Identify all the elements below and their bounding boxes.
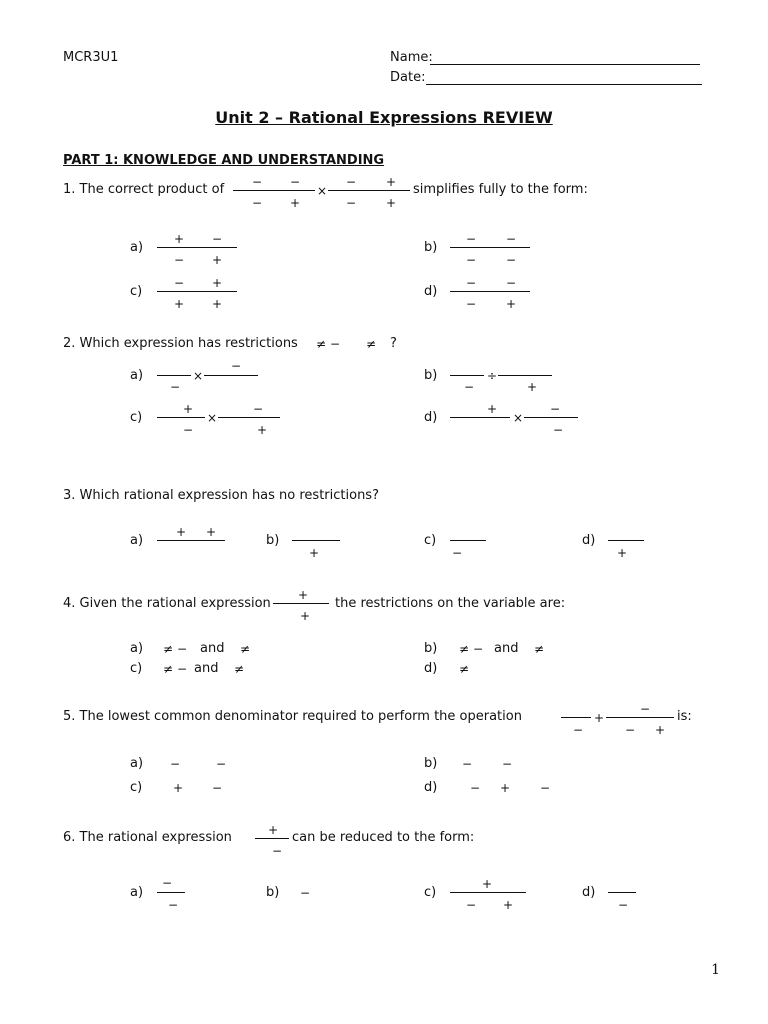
- date-label: Date:: [390, 70, 426, 85]
- question-2-text-after: ?: [390, 336, 397, 351]
- operator: −: [464, 380, 475, 394]
- operator: −: [550, 402, 561, 416]
- operator: −: [466, 898, 477, 912]
- option-a-label[interactable]: a): [130, 641, 144, 656]
- times-sign: ×: [317, 184, 328, 198]
- operator: −: [346, 196, 357, 210]
- operator: +: [506, 297, 517, 311]
- option-c-label[interactable]: c): [424, 533, 437, 548]
- option-c-label[interactable]: c): [130, 661, 143, 676]
- part-heading: PART 1: KNOWLEDGE AND UNDERSTANDING: [63, 153, 385, 168]
- operator: −: [573, 723, 584, 737]
- operator: −: [252, 175, 263, 189]
- operator: +: [212, 253, 223, 267]
- question-1-text-after: simplifies fully to the form:: [413, 182, 588, 197]
- operator: −: [183, 423, 194, 437]
- operator: −: [252, 196, 263, 210]
- neq-sign: ≠: [234, 662, 245, 676]
- operator: +: [487, 402, 498, 416]
- page-number: 1: [711, 962, 720, 978]
- operator: +: [309, 546, 320, 560]
- times-sign: ×: [207, 411, 218, 425]
- neq-sign: ≠: [163, 662, 174, 676]
- operator: −: [625, 723, 636, 737]
- fraction-bar: [498, 375, 552, 376]
- operator: +: [206, 525, 217, 539]
- operator: −: [170, 757, 181, 771]
- option-b-label[interactable]: b): [266, 533, 280, 548]
- page-title: Unit 2 – Rational Expressions REVIEW: [215, 108, 553, 127]
- fraction-bar: [157, 375, 191, 376]
- fraction-bar: [157, 417, 205, 418]
- operator: −: [473, 642, 484, 656]
- option-c-label[interactable]: c): [130, 410, 143, 425]
- option-a-label[interactable]: a): [130, 240, 144, 255]
- option-d-label[interactable]: d): [582, 885, 596, 900]
- neq-sign: ≠: [316, 337, 327, 351]
- fraction-bar: [218, 417, 280, 418]
- option-d-label[interactable]: d): [424, 780, 438, 795]
- question-4-text: 4. Given the rational expression: [63, 596, 271, 611]
- neq-sign: ≠: [459, 662, 470, 676]
- fraction-bar: [273, 603, 329, 604]
- option-d-label[interactable]: d): [424, 410, 438, 425]
- operator: −: [466, 276, 477, 290]
- operator: +: [268, 823, 279, 837]
- operator: −: [170, 380, 181, 394]
- operator: −: [470, 781, 481, 795]
- operator: −: [174, 253, 185, 267]
- fraction-bar: [233, 190, 315, 191]
- operator: −: [290, 175, 301, 189]
- times-sign: ×: [513, 411, 524, 425]
- question-6-text-after: can be reduced to the form:: [292, 830, 475, 845]
- operator: +: [617, 546, 628, 560]
- operator: −: [300, 886, 311, 900]
- fraction-bar: [450, 892, 526, 893]
- operator: −: [177, 642, 188, 656]
- operator: −: [346, 175, 357, 189]
- operator: −: [640, 702, 651, 716]
- fraction-bar: [450, 375, 484, 376]
- fraction-bar: [606, 717, 674, 718]
- fraction-bar: [608, 540, 644, 541]
- fraction-bar: [157, 540, 225, 541]
- and-word: and: [194, 661, 219, 676]
- operator: −: [231, 359, 242, 373]
- neq-sign: ≠: [163, 642, 174, 656]
- operator: −: [466, 253, 477, 267]
- option-d-label[interactable]: d): [582, 533, 596, 548]
- option-b-label[interactable]: b): [424, 756, 438, 771]
- option-c-label[interactable]: c): [130, 284, 143, 299]
- option-b-label[interactable]: b): [424, 240, 438, 255]
- operator: +: [212, 276, 223, 290]
- neq-sign: ≠: [240, 642, 251, 656]
- name-label: Name:: [390, 50, 433, 65]
- name-field[interactable]: [430, 64, 700, 65]
- operator: +: [174, 232, 185, 246]
- option-b-label[interactable]: b): [424, 368, 438, 383]
- fraction-bar: [204, 375, 258, 376]
- operator: −: [466, 297, 477, 311]
- operator: −: [466, 232, 477, 246]
- option-c-label[interactable]: c): [424, 885, 437, 900]
- question-1-text: 1. The correct product of: [63, 182, 225, 197]
- operator: +: [173, 781, 184, 795]
- option-c-label[interactable]: c): [130, 780, 143, 795]
- fraction-bar: [157, 291, 237, 292]
- divide-sign: ÷: [487, 369, 498, 383]
- fraction-bar: [608, 892, 636, 893]
- operator: +: [257, 423, 268, 437]
- operator: +: [176, 525, 187, 539]
- option-d-label[interactable]: d): [424, 284, 438, 299]
- operator: +: [594, 711, 605, 725]
- operator: −: [462, 757, 473, 771]
- option-a-label[interactable]: a): [130, 533, 144, 548]
- neq-sign: ≠: [459, 642, 470, 656]
- neq-sign: ≠: [534, 642, 545, 656]
- option-b-label[interactable]: b): [424, 641, 438, 656]
- operator: −: [330, 337, 341, 351]
- operator: +: [527, 380, 538, 394]
- and-word: and: [494, 641, 519, 656]
- fraction-bar: [157, 892, 185, 893]
- fraction-bar: [450, 540, 486, 541]
- operator: −: [540, 781, 551, 795]
- question-6-text: 6. The rational expression: [63, 830, 232, 845]
- question-4-text-after: the restrictions on the variable are:: [335, 596, 566, 611]
- operator: +: [386, 175, 397, 189]
- option-a-label[interactable]: a): [130, 368, 144, 383]
- operator: −: [272, 844, 283, 858]
- neq-sign: ≠: [366, 337, 377, 351]
- fraction-bar: [292, 540, 340, 541]
- fraction-bar: [450, 291, 530, 292]
- option-a-label[interactable]: a): [130, 885, 144, 900]
- operator: −: [618, 898, 629, 912]
- operator: −: [506, 276, 517, 290]
- fraction-bar: [450, 417, 510, 418]
- fraction-bar: [157, 247, 237, 248]
- operator: −: [553, 423, 564, 437]
- operator: −: [168, 898, 179, 912]
- question-3-text: 3. Which rational expression has no restrictions?: [63, 488, 379, 503]
- and-word: and: [200, 641, 225, 656]
- operator: +: [482, 877, 493, 891]
- operator: −: [162, 876, 173, 890]
- operator: −: [216, 757, 227, 771]
- fraction-bar: [524, 417, 578, 418]
- question-5-text: 5. The lowest common denominator required to perform the operation: [63, 709, 522, 724]
- option-a-label[interactable]: a): [130, 756, 144, 771]
- fraction-bar: [255, 838, 289, 839]
- times-sign: ×: [193, 369, 204, 383]
- operator: +: [386, 196, 397, 210]
- question-2-text: 2. Which expression has restrictions: [63, 336, 298, 351]
- operator: +: [298, 588, 309, 602]
- operator: +: [655, 723, 666, 737]
- operator: +: [290, 196, 301, 210]
- operator: +: [500, 781, 511, 795]
- operator: +: [183, 402, 194, 416]
- operator: −: [174, 276, 185, 290]
- question-5-text-after: is:: [677, 709, 692, 724]
- date-field[interactable]: [426, 84, 702, 85]
- operator: +: [503, 898, 514, 912]
- operator: −: [253, 402, 264, 416]
- operator: −: [212, 232, 223, 246]
- operator: +: [174, 297, 185, 311]
- option-b-label[interactable]: b): [266, 885, 280, 900]
- operator: −: [506, 232, 517, 246]
- operator: +: [300, 609, 311, 623]
- fraction-bar: [328, 190, 410, 191]
- operator: −: [177, 662, 188, 676]
- operator: +: [212, 297, 223, 311]
- fraction-bar: [561, 717, 591, 718]
- operator: −: [506, 253, 517, 267]
- option-d-label[interactable]: d): [424, 661, 438, 676]
- operator: −: [502, 757, 513, 771]
- course-code: MCR3U1: [63, 50, 119, 65]
- operator: −: [452, 546, 463, 560]
- fraction-bar: [450, 247, 530, 248]
- operator: −: [212, 781, 223, 795]
